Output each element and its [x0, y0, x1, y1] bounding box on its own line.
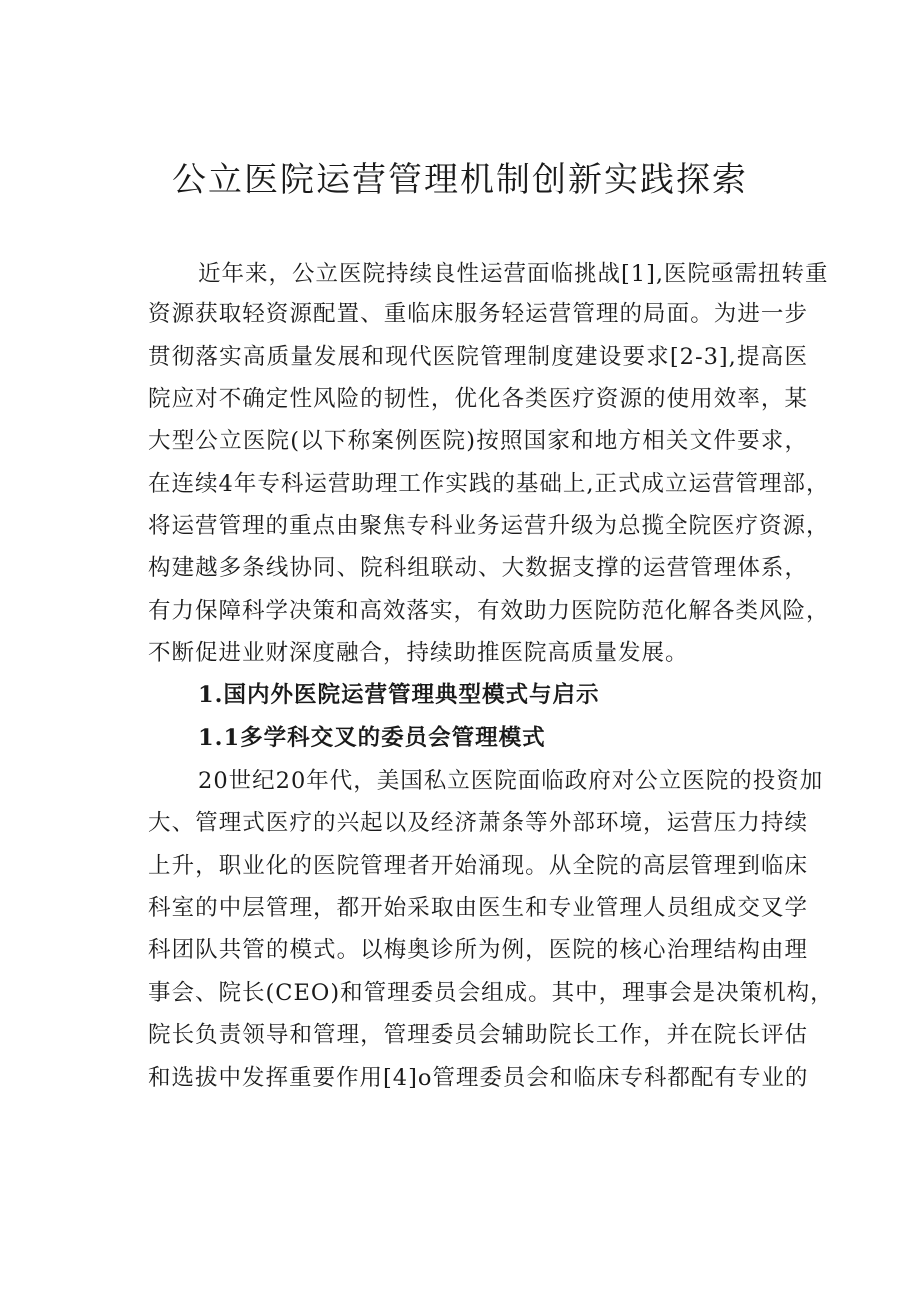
paragraph-line: 和选拔中发挥重要作用[4]o管理委员会和临床专科都配有专业的: [148, 1065, 809, 1091]
paragraph-line: 院应对不确定性风险的韧性，优化各类医疗资源的使用效率，某: [148, 386, 808, 412]
document-title: 公立医院运营管理机制创新实践探索: [172, 160, 748, 200]
paragraph-line: 院长负责领导和管理，管理委员会辅助院长工作，并在院长评估: [148, 1022, 808, 1048]
paragraph-line: 大、管理式医疗的兴起以及经济萧条等外部环境，运营压力持续: [148, 810, 808, 836]
paragraph-line: 上升，职业化的医院管理者开始涌现。从全院的高层管理到临床: [148, 853, 808, 879]
subsection-heading: 1.1多学科交叉的委员会管理模式: [198, 725, 546, 751]
paragraph-line: 大型公立医院(以下称案例医院)按照国家和地方相关文件要求，: [148, 428, 808, 454]
paragraph-line: 贯彻落实高质量发展和现代医院管理制度建设要求[2-3],提高医: [148, 344, 808, 370]
paragraph-line: 科室的中层管理，都开始采取由医生和专业管理人员组成交叉学: [148, 895, 808, 921]
paragraph-line: 科团队共管的模式。以梅奥诊所为例，医院的核心治理结构由理: [148, 937, 808, 963]
paragraph-line: 将运营管理的重点由聚焦专科业务运营升级为总揽全院医疗资源，: [148, 513, 830, 539]
paragraph-line: 近年来，公立医院持续良性运营面临挑战[1],医院亟需扭转重: [198, 261, 829, 287]
paragraph-line: 在连续4年专科运营助理工作实践的基础上,正式成立运营管理部，: [148, 471, 830, 497]
paragraph-line: 构建越多条线协同、院科组联动、大数据支撑的运营管理体系，: [148, 555, 808, 581]
section-heading: 1.国内外医院运营管理典型模式与启示: [198, 682, 600, 708]
paragraph-line: 事会、院长(CEO)和管理委员会组成。其中，理事会是决策机构，: [148, 980, 834, 1006]
paragraph-line: 20世纪20年代，美国私立医院面临政府对公立医院的投资加: [198, 768, 824, 794]
paragraph-line: 不断促进业财深度融合，持续助推医院高质量发展。: [148, 640, 689, 666]
paragraph-line: 有力保障科学决策和高效落实，有效助力医院防范化解各类风险，: [148, 598, 830, 624]
paragraph-line: 资源获取轻资源配置、重临床服务轻运营管理的局面。为进一步: [148, 301, 808, 327]
